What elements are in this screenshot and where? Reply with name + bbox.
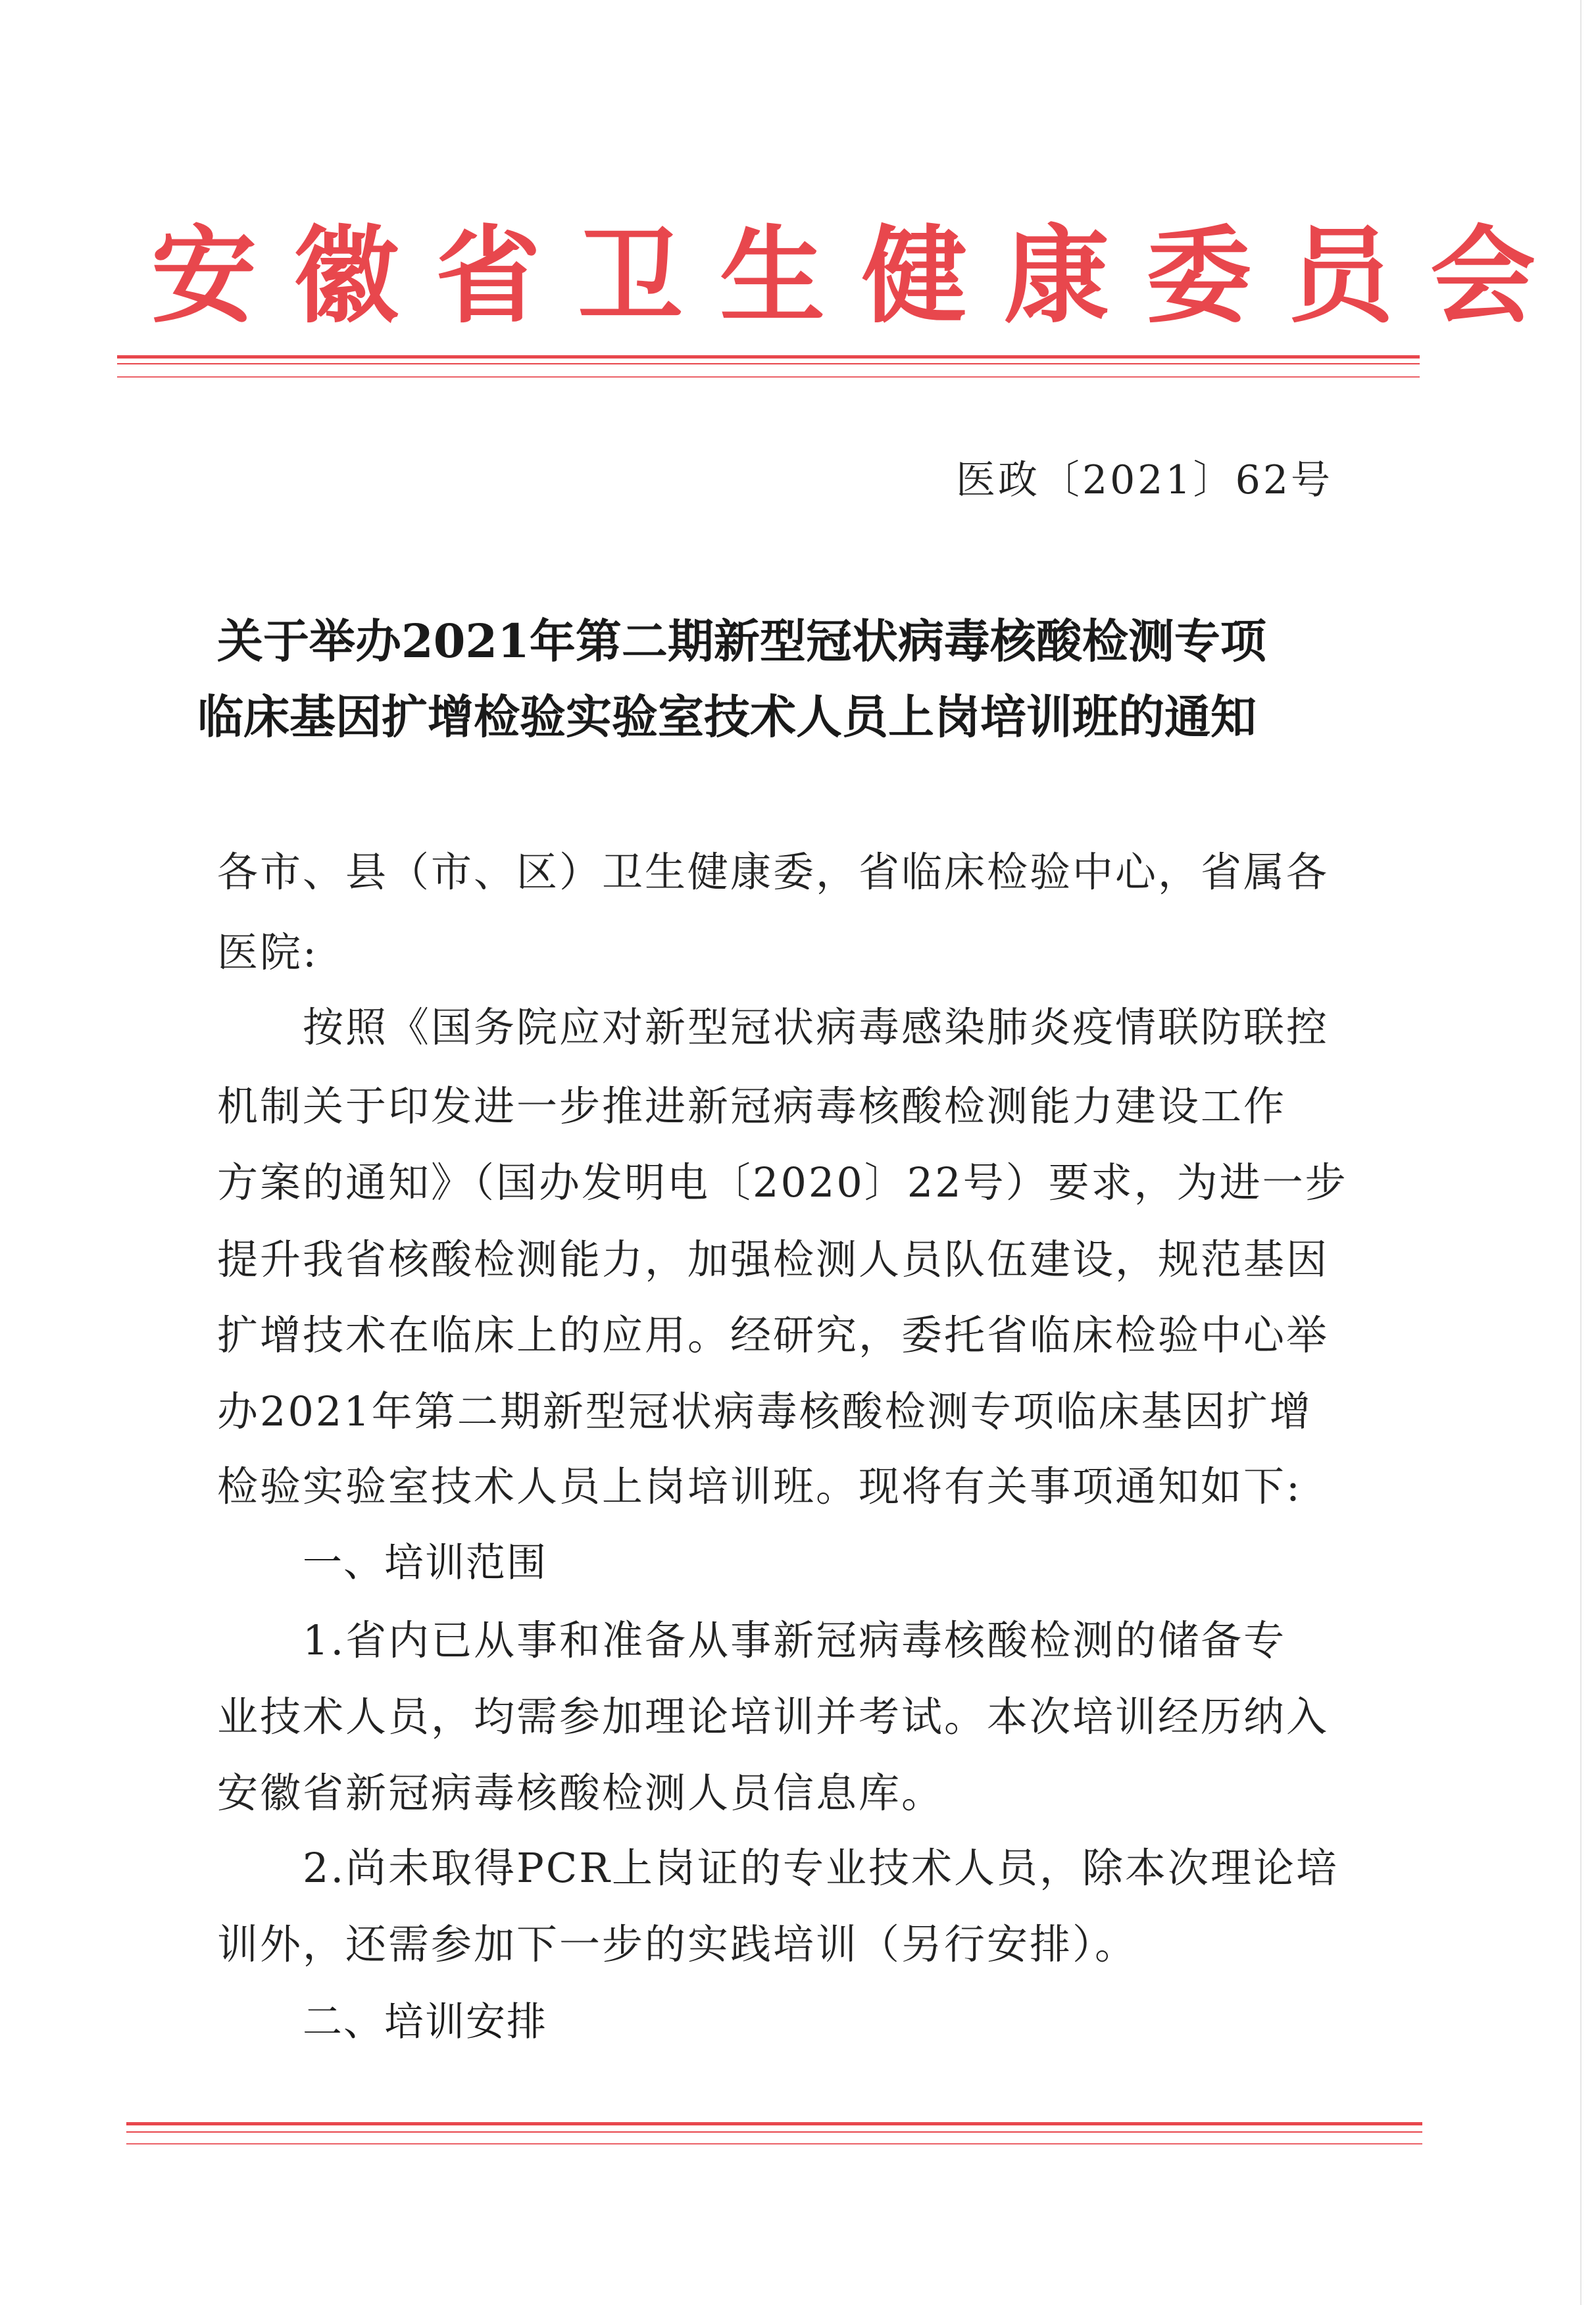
document-title-line: 临床基因扩增检验实验室技术人员上岗培训班的通知 bbox=[197, 689, 1257, 744]
body-line: 训外，还需参加下一步的实践培训（另行安排）。 bbox=[217, 1920, 1138, 1968]
body-line: 安徽省新冠病毒核酸检测人员信息库。 bbox=[217, 1769, 945, 1817]
footer-red-rule bbox=[126, 2122, 1422, 2125]
section-heading: 一、培训范围 bbox=[303, 1540, 547, 1586]
letterhead-red-rule bbox=[117, 363, 1420, 364]
body-line: 按照《国务院应对新型冠状病毒感染肺炎疫情联防联控 bbox=[303, 1003, 1330, 1051]
section-heading: 二、培训安排 bbox=[303, 1999, 547, 2045]
document-title-line: 关于举办2021年第二期新型冠状病毒核酸检测专项 bbox=[217, 614, 1266, 668]
letterhead-red-rule bbox=[117, 376, 1420, 378]
footer-red-rule bbox=[126, 2131, 1422, 2133]
body-line: 各市、县（市、区）卫生健康委，省临床检验中心，省属各 bbox=[217, 848, 1330, 896]
body-line: 医院: bbox=[217, 928, 318, 976]
body-line: 1.省内已从事和准备从事新冠病毒核酸检测的储备专 bbox=[303, 1616, 1287, 1664]
body-line: 提升我省核酸检测能力，加强检测人员队伍建设，规范基因 bbox=[217, 1235, 1330, 1283]
scan-edge-shadow bbox=[1580, 0, 1582, 2305]
body-line: 办2021年第二期新型冠状病毒核酸检测专项临床基因扩增 bbox=[217, 1387, 1312, 1435]
body-line: 机制关于印发进一步推进新冠病毒核酸检测能力建设工作 bbox=[217, 1082, 1287, 1130]
body-line: 业技术人员，均需参加理论培训并考试。本次培训经历纳入 bbox=[217, 1693, 1330, 1741]
document-number: 医政〔2021〕62号 bbox=[955, 457, 1333, 503]
body-line: 扩增技术在临床上的应用。经研究，委托省临床检验中心举 bbox=[217, 1311, 1330, 1359]
footer-red-rule bbox=[126, 2143, 1422, 2144]
letterhead-org-name: 安徽省卫生健康委员会 bbox=[151, 214, 1573, 337]
body-line: 方案的通知》（国办发明电〔2020〕22号）要求，为进一步 bbox=[217, 1158, 1348, 1206]
body-line: 检验实验室技术人员上岗培训班。现将有关事项通知如下: bbox=[217, 1462, 1302, 1510]
body-line: 2.尚未取得PCR上岗证的专业技术人员，除本次理论培 bbox=[303, 1844, 1339, 1892]
letterhead-red-rule bbox=[117, 355, 1420, 359]
